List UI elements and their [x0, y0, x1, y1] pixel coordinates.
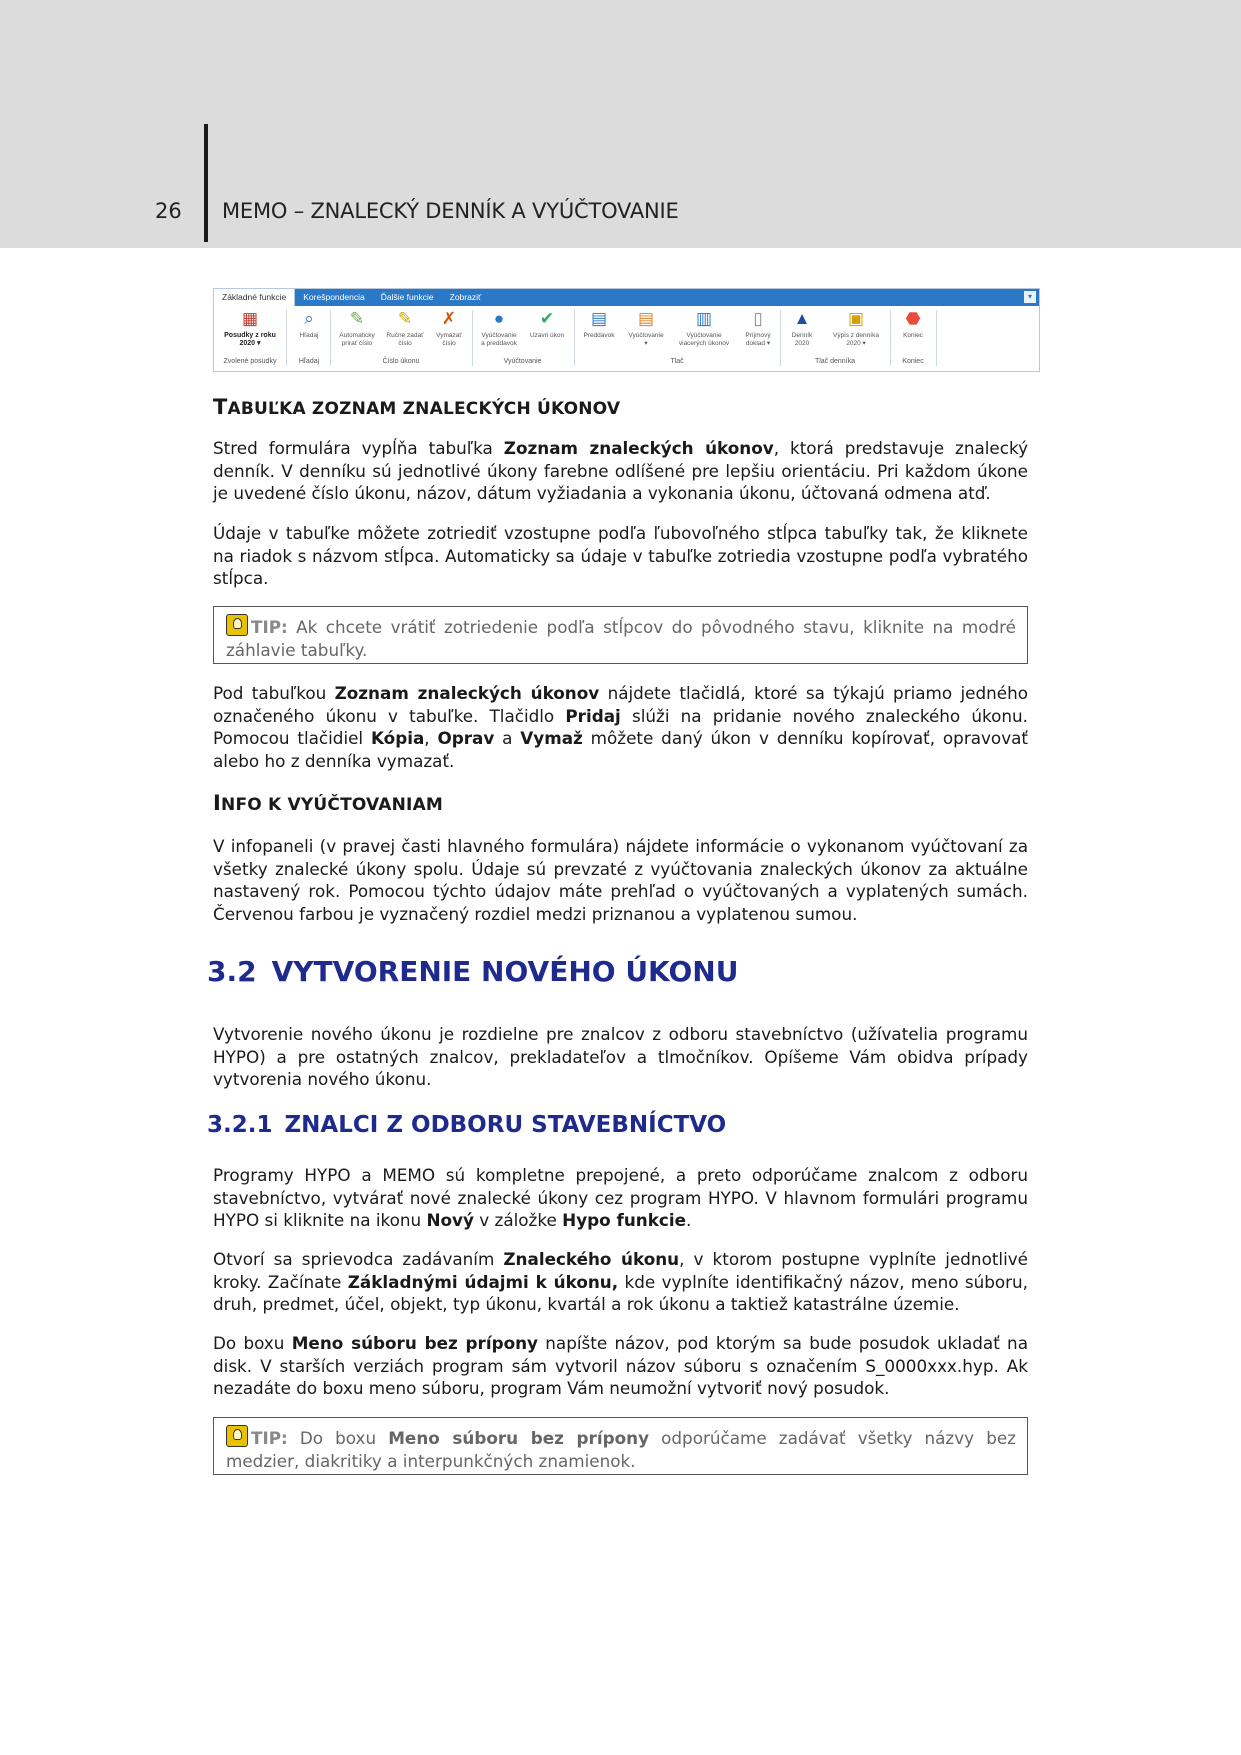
group-label-cislo: Číslo úkonu	[382, 358, 420, 365]
rucne-cislo-button[interactable]	[384, 308, 426, 348]
vyuctovanie-button[interactable]	[624, 308, 668, 348]
paragraph-3-2-1: Vytvorenie nového úkonu je rozdielne pre znalcov z odboru stavebníctvo (užívatelia programu HYPO) a pre ostatných znalcov, prekladateľov a tlmočníkov. Opíšeme Vám obidva prípady vytvorenia nového úkonu.	[213, 1024, 1028, 1089]
tip-box-2: TIP: Do boxu Meno súboru bez prípony odporúčame zadávať všetky názvy bez medzier, diakritiky a interpunkčných znamienok.	[213, 1417, 1028, 1475]
heading-tabulka: TABUĽKA ZOZNAM ZNALECKÝCH ÚKONOV	[213, 395, 621, 419]
manual-number-icon: ✎	[397, 309, 413, 328]
group-label-koniec: Koniec	[902, 358, 924, 365]
vypis-dennika-label1: Výpis z denníka	[833, 332, 879, 339]
koniec-button[interactable]	[896, 308, 930, 340]
stop-icon: ⬣	[905, 309, 921, 328]
group-label-hladaj: Hľadaj	[298, 358, 320, 365]
lightbulb-icon	[226, 614, 248, 636]
group-separator	[472, 310, 473, 366]
group-label-tlac-dennika: Tlač denníka	[814, 358, 856, 365]
heading-info: INFO K VYÚČTOVANIAM	[213, 791, 444, 815]
tip-label: TIP:	[251, 617, 288, 637]
auto-number-icon: ✎	[349, 309, 365, 328]
calendar-icon: ▦	[241, 309, 259, 328]
multi-billing-icon: ▥	[695, 309, 713, 328]
heading-3-2: 3.2 VYTVORENIE NOVÉHO ÚKONU	[207, 955, 739, 988]
tab-zobrazit[interactable]: Zobraziť	[449, 292, 482, 302]
uzavri-ukon-label: Uzavri úkon	[529, 332, 565, 339]
vypis-dennika-button[interactable]	[826, 308, 886, 348]
group-label-tlac: Tlač	[670, 358, 684, 365]
posudky-z-roku-button[interactable]	[220, 308, 280, 348]
journal-print-icon: ▣	[847, 309, 865, 328]
auto-cislo-label1: Automaticky	[339, 332, 375, 339]
ribbon-collapse-icon[interactable]: ▾	[1024, 291, 1036, 303]
uzavri-ukon-button[interactable]	[525, 308, 569, 340]
vymazat-cislo-button[interactable]	[431, 308, 467, 348]
page-number: 26	[155, 199, 182, 223]
ribbon-body	[214, 306, 1039, 371]
rucne-cislo-label1: Ručne zadať	[386, 332, 424, 339]
paragraph-info-1: V infopaneli (v pravej časti hlavného formulára) nájdete informácie o vykonanom vyúčtovaní za všetky znalecké úkony spolu. Údaje sú prevzaté z vyúčtovania znaleckých úkonov za aktuálne nastavený rok. Pomocou týchto údajov máte prehľad o vyúčtovaných a vyplatených sumách. Červenou farbou je vyznačený rozdiel medzi priznanou a vyplatenou sumou.	[213, 836, 1028, 924]
prijmovy-doklad-label2: doklad ▾	[745, 340, 771, 347]
vyuct-preddavok-label1: Vyúčtovanie	[481, 332, 517, 339]
vyuctovanie-label1: Vyúčtovanie	[628, 332, 664, 339]
vyuct-preddavok-label2: a preddavok	[481, 340, 517, 347]
tab-korespondencia[interactable]: Korešpondencia	[303, 292, 365, 302]
group-separator	[936, 310, 937, 366]
vyuctovanie-label2: ▾	[644, 340, 648, 347]
group-separator	[330, 310, 331, 366]
vyuct-viacerych-label1: Vyúčtovanie	[686, 332, 722, 339]
ribbon-screenshot	[213, 288, 1040, 372]
lightbulb-icon	[226, 1425, 248, 1447]
group-separator	[574, 310, 575, 366]
hladaj-button[interactable]	[294, 308, 324, 340]
tip-box-1	[213, 606, 1028, 664]
posudky-year: 2020 ▾	[239, 340, 261, 347]
vymazat-cislo-label1: Vymazať	[436, 332, 462, 339]
paragraph-tabulka-1: Stred formulára vypĺňa tabuľka Zoznam znaleckých úkonov, ktorá predstavuje znalecký denník. V denníku sú jednotlivé úkony farebne odlíšené pre lepšiu orientáciu. Pri každom úkone je uvedené číslo úkonu, názov, dátum vyžiadania a vykonania úkonu, účtovaná odmena atď.	[213, 438, 1028, 503]
group-label-vyuct: Vyúčtovanie	[503, 358, 542, 365]
dennik-button[interactable]	[784, 308, 820, 348]
dennik-label1: Denník	[791, 332, 813, 339]
paragraph-tabulka-2: Údaje v tabuľke môžete zotriediť vzostupne podľa ľubovoľného stĺpca tabuľky tak, že kliknete na riadok s názvom stĺpca. Automaticky sa údaje v tabuľke zotriedia vzostupne podľa vybratého stĺpca.	[213, 523, 1028, 588]
dennik-label2: 2020	[794, 340, 810, 347]
delete-number-icon: ✗	[441, 309, 457, 328]
tab-dalsie-funkcie[interactable]: Ďalšie funkcie	[380, 292, 434, 302]
magnifier-icon: ⌕	[304, 309, 314, 328]
prijmovy-doklad-button[interactable]	[740, 308, 776, 348]
auto-cislo-label2: prirať číslo	[341, 340, 373, 347]
heading-3-2-1: 3.2.1 ZNALCI Z ODBORU STAVEBNÍCTVO	[207, 1112, 727, 1138]
paragraph-3-2-1-c: Do boxu Meno súboru bez prípony napíšte názov, pod ktorým sa bude posudok ukladať na disk. V starších verziách program sám vytvoril názov súboru s označením S_0000xxx.hyp. Ak nezadáte do boxu meno súboru, program Vám neumožní vytvoriť nový posudok.	[213, 1333, 1028, 1398]
deposit-icon: ▤	[590, 309, 608, 328]
ribbon-tab-bar	[214, 289, 1039, 306]
paragraph-tabulka-3: Pod tabuľkou Zoznam znaleckých úkonov nájdete tlačidlá, ktoré sa týkajú priamo jedného označeného úkonu v tabuľke. Tlačidlo Pridaj slúži na pridanie nového znaleckého úkonu. Pomocou tlačidiel Kópia, Oprav a Vymaž môžete daný úkon v denníku kopírovať, opravovať alebo ho z denníka vymazať.	[213, 683, 1028, 771]
vymazat-cislo-label2: číslo	[442, 340, 456, 347]
koniec-label: Koniec	[903, 332, 923, 339]
paragraph-3-2-1-a: Programy HYPO a MEMO sú kompletne prepojené, a preto odporúčame znalcom z odboru stavebníctvo, vytvárať nové znalecké úkony cez program HYPO. V hlavnom formulári programu HYPO si kliknite na ikonu Nový v záložke Hypo funkcie.	[213, 1165, 1028, 1230]
page-header	[0, 0, 1241, 248]
group-label-zvolene: Zvolené posudky	[223, 358, 277, 365]
group-separator	[286, 310, 287, 366]
vypis-dennika-label2: 2020 ▾	[846, 340, 866, 347]
hladaj-label: Hľadaj	[299, 332, 319, 339]
preddavok-label: Preddavok	[583, 332, 615, 339]
receipt-icon: ▯	[753, 309, 763, 328]
posudky-label: Posudky z roku	[224, 332, 276, 339]
auto-cislo-button[interactable]	[335, 308, 379, 348]
paragraph-3-2-1-b: Otvorí sa sprievodca zadávaním Znaleckého úkonu, v ktorom postupne vyplníte jednotlivé kroky. Začínate Základnými údajmi k úkonu, kde vyplníte identifikačný názov, meno súboru, druh, predmet, účel, objekt, typ úkonu, kvartál a rok úkonu a taktiež katastrálne územie.	[213, 1249, 1029, 1314]
tip-label: TIP:	[251, 1428, 288, 1448]
prijmovy-doklad-label1: Príjmový	[745, 332, 771, 339]
journal-icon: ▲	[793, 309, 811, 328]
header-title: MEMO – ZNALECKÝ DENNÍK A VYÚČTOVANIE	[222, 199, 679, 223]
vyuct-viacerych-button[interactable]	[672, 308, 736, 348]
check-icon: ✔	[539, 309, 555, 328]
group-separator	[890, 310, 891, 366]
rucne-cislo-label2: číslo	[398, 340, 412, 347]
info-icon: ●	[493, 309, 505, 328]
vyuct-viacerych-label2: viacerých úkonov	[678, 340, 730, 347]
vyuct-preddavok-button[interactable]	[476, 308, 522, 348]
header-divider	[204, 124, 208, 242]
tip-text: Ak chcete vrátiť zotriedenie podľa stĺpcov do pôvodného stavu, kliknite na modré záhlavie tabuľky.	[226, 617, 1016, 660]
tab-zakladne-funkcie[interactable]: Základné funkcie	[214, 289, 295, 306]
preddavok-button[interactable]	[578, 308, 620, 340]
billing-icon: ▤	[637, 309, 655, 328]
group-separator	[780, 310, 781, 366]
